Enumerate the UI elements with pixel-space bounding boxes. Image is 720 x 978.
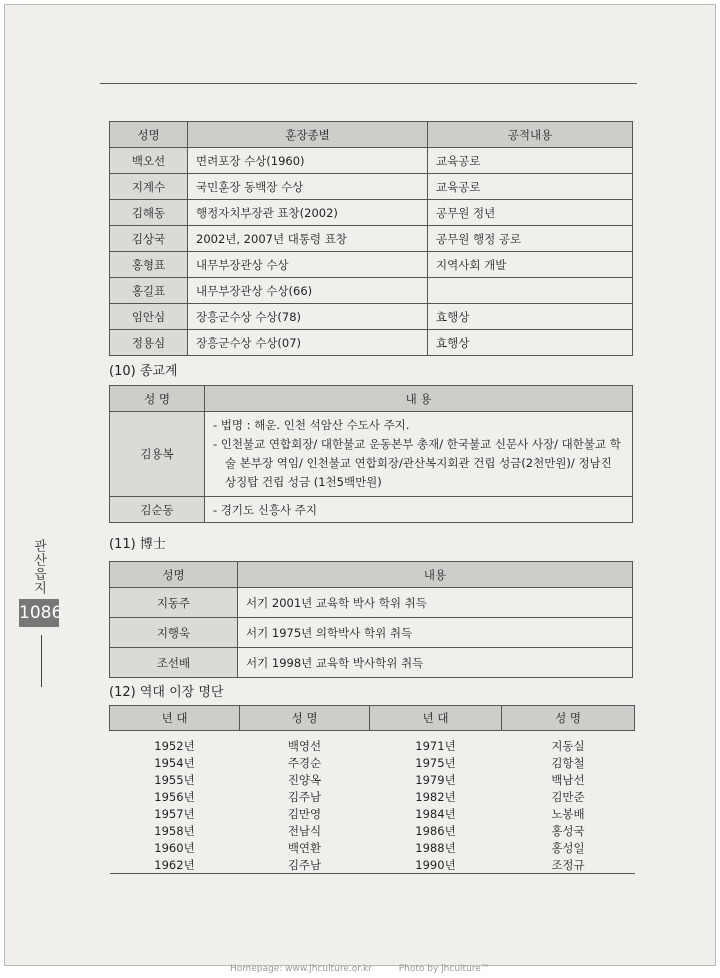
year-cell: 1984년 — [415, 806, 456, 821]
name-cell: 김주남 — [287, 789, 322, 804]
year-cell: 1955년 — [154, 772, 195, 787]
name-cell: 홍길표 — [110, 278, 188, 304]
merit-cell: 교육공로 — [428, 174, 633, 200]
table-row — [110, 304, 633, 330]
merit-cell: 공무원 행정 공로 — [428, 226, 633, 252]
footer-credit: Photo by jhculture™ — [398, 964, 490, 974]
year-cell: 1958년 — [154, 823, 195, 838]
name-cell: 김항철 — [551, 755, 585, 770]
content-line: - 인천불교 연합회장/ 대한불교 운동본부 총재/ 한국불교 신문사 사장/ 대한불교 학술 본부장 역임/ 인천불교 연합회장/관산복지회관 건립 성금(2천만원)/ 정남진 상징탑 건립 성금 (1천5백만원) — [213, 437, 621, 489]
table-row — [110, 648, 633, 678]
table-header-row — [110, 122, 633, 148]
table-row — [110, 856, 635, 874]
table-row — [110, 226, 633, 252]
name-cell: 지계수 — [110, 174, 188, 200]
year-cell: 1954년 — [154, 755, 195, 770]
header-cell: 성명 — [110, 562, 238, 588]
side-rule — [41, 635, 42, 687]
table-header-row — [110, 386, 633, 412]
table-header-row — [110, 562, 633, 588]
year-cell: 1960년 — [154, 840, 195, 855]
year-cell: 1975년 — [415, 755, 456, 770]
year-cell: 1957년 — [154, 806, 195, 821]
table-row — [110, 412, 633, 497]
award-cell: 국민훈장 동백장 수상 — [188, 174, 428, 200]
doctorate-table — [109, 561, 633, 678]
footer — [0, 964, 720, 974]
name-cell: 지동실 — [551, 738, 585, 753]
name-cell: 지행욱 — [110, 618, 238, 648]
year-cell: 1962년 — [110, 856, 240, 874]
name-cell: 주경순 — [287, 755, 322, 770]
name-cell: 백오선 — [110, 148, 188, 174]
table-row — [110, 805, 635, 822]
merit-cell: 효행상 — [428, 330, 633, 356]
header-cell: 성명 — [110, 122, 188, 148]
name-cell: 백남선 — [551, 772, 585, 787]
table-row — [110, 839, 635, 856]
content-line: - 법명 : 해운. 인천 석암산 수도사 주지. — [213, 418, 410, 432]
name-cell: 김해동 — [110, 200, 188, 226]
table-row — [110, 200, 633, 226]
name-cell: 김주남 — [240, 856, 370, 874]
table-row — [110, 731, 635, 755]
year-cell: 1982년 — [415, 789, 456, 804]
header-cell: 내용 — [238, 562, 633, 588]
award-cell: 내무부장관상 수상(66) — [188, 278, 428, 304]
section-title-religion: (10) 종교계 — [109, 364, 178, 379]
name-cell: 백연환 — [287, 840, 322, 855]
name-cell: 홍형표 — [110, 252, 188, 278]
table-row — [110, 822, 635, 839]
table-header-row — [110, 706, 635, 731]
name-cell: 조선배 — [110, 648, 238, 678]
header-cell: 훈장종별 — [188, 122, 428, 148]
table-row — [110, 588, 633, 618]
table-row — [110, 252, 633, 278]
name-cell: 진양옥 — [287, 772, 322, 787]
section-title-doctorate: (11) 博士 — [109, 537, 166, 552]
village-heads-table — [109, 705, 635, 874]
content-cell: - 경기도 신흥사 주지 — [205, 497, 633, 523]
award-cell: 내무부장관상 수상 — [188, 252, 428, 278]
merit-cell: 지역사회 개발 — [428, 252, 633, 278]
award-cell: 장흥군수상 수상(78) — [188, 304, 428, 330]
footer-homepage: Homepage: www.jhculture.or.kr — [230, 964, 372, 974]
name-cell: 임안심 — [110, 304, 188, 330]
header-cell: 성 명 — [110, 386, 205, 412]
content-cell: 서기 1975년 의학박사 학위 취득 — [238, 618, 633, 648]
awards-table — [109, 121, 633, 356]
award-cell: 행정자치부장관 표창(2002) — [188, 200, 428, 226]
table-row — [110, 788, 635, 805]
header-rule — [100, 83, 637, 84]
header-cell: 성 명 — [502, 706, 635, 731]
name-cell: 김만영 — [287, 806, 322, 821]
name-cell: 홍성국 — [551, 823, 585, 838]
table-row — [110, 148, 633, 174]
merit-cell: 교육공로 — [428, 148, 633, 174]
content-cell: 서기 1998년 교육학 박사학위 취득 — [238, 648, 633, 678]
table-row — [110, 771, 635, 788]
content-cell: 서기 2001년 교육학 박사 학위 취득 — [238, 588, 633, 618]
award-cell: 면려포장 수상(1960) — [188, 148, 428, 174]
religion-table — [109, 385, 633, 523]
name-cell: 홍성일 — [551, 840, 585, 855]
table-row — [110, 330, 633, 356]
table-row — [110, 497, 633, 523]
year-cell: 1986년 — [415, 823, 456, 838]
page-number: 1086 — [19, 599, 59, 627]
name-cell: 조정규 — [502, 856, 635, 874]
year-cell: 1979년 — [415, 772, 456, 787]
year-cell: 1956년 — [154, 789, 195, 804]
name-cell: 노봉배 — [551, 806, 585, 821]
name-cell: 전남식 — [287, 823, 322, 838]
year-cell: 1990년 — [370, 856, 502, 874]
section-title-village-heads: (12) 역대 이장 명단 — [109, 685, 224, 700]
year-cell: 1988년 — [415, 840, 456, 855]
side-tab — [19, 539, 63, 627]
merit-cell: 공무원 정년 — [428, 200, 633, 226]
award-cell: 장흥군수상 수상(07) — [188, 330, 428, 356]
award-cell: 2002년, 2007년 대통령 표창 — [188, 226, 428, 252]
name-cell: 정용심 — [110, 330, 188, 356]
table-row — [110, 278, 633, 304]
merit-cell — [428, 278, 633, 304]
table-row — [110, 754, 635, 771]
merit-cell: 효행상 — [428, 304, 633, 330]
header-cell: 성 명 — [240, 706, 370, 731]
year-cell: 1952년 — [154, 738, 195, 753]
document-page — [4, 4, 716, 966]
table-row — [110, 618, 633, 648]
name-cell: 김용복 — [110, 412, 205, 497]
header-cell: 내 용 — [205, 386, 633, 412]
table-row — [110, 174, 633, 200]
name-cell: 지동주 — [110, 588, 238, 618]
name-cell: 백영선 — [287, 738, 322, 753]
header-cell: 년 대 — [370, 706, 502, 731]
header-cell: 년 대 — [110, 706, 240, 731]
header-cell: 공적내용 — [428, 122, 633, 148]
name-cell: 김상국 — [110, 226, 188, 252]
content-cell — [205, 412, 633, 497]
name-cell: 김만준 — [551, 789, 585, 804]
name-cell: 김순동 — [110, 497, 205, 523]
year-cell: 1971년 — [415, 738, 456, 753]
side-title: 관산읍지 — [31, 539, 46, 595]
